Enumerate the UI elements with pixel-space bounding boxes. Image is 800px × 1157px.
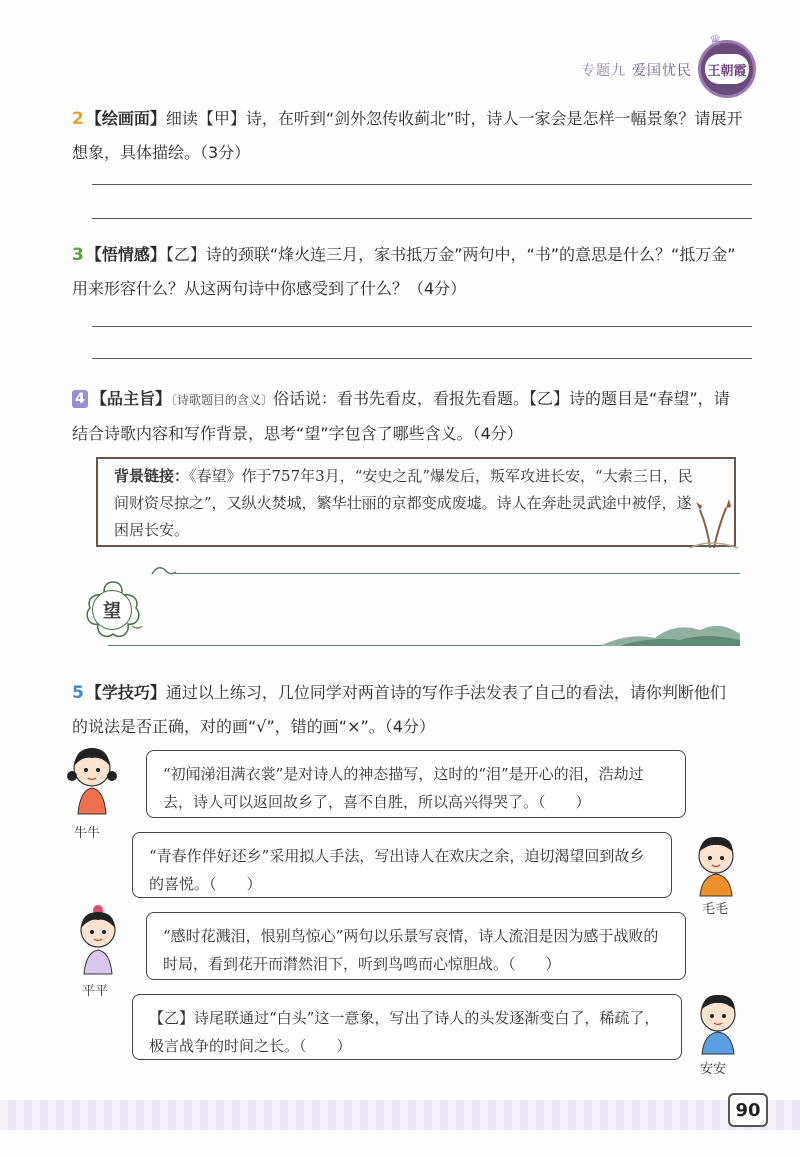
kid-niuniu-avatar [64, 742, 120, 818]
question-text-line1: 细读【甲】诗，在听到“剑外忽传收蓟北”时，诗人一家会是怎样一幅景象？请展开 [165, 109, 743, 128]
background-body: 《春望》作于757年3月，“安史之乱”爆发后，叛军攻进长安，“大索三日，民间财资尽掠之”，又纵火焚城，繁华壮丽的京都变成废墟。诗人在奔赴灵武途中被俘，遂困居长安。 [114, 467, 693, 539]
question-text-line2: 用来形容什么？从这两句诗中你感受到了什么？（4分） [72, 279, 467, 298]
kid-pingping-avatar [68, 902, 128, 978]
wang-character-badge: 望 [92, 590, 132, 630]
question-number: 3 [72, 245, 84, 265]
question-number: 2 [72, 109, 84, 129]
answer-line[interactable] [92, 326, 752, 327]
question-5 [72, 676, 752, 743]
speaker-name: 牛牛 [74, 826, 101, 841]
statement-bubble-4 [132, 994, 682, 1060]
question-tag: 【悟情感】 [85, 245, 166, 264]
speaker-name: 毛毛 [702, 902, 729, 917]
question-subtag: 〔诗歌题目的含义〕 [171, 393, 274, 407]
kid-anan-avatar [690, 990, 746, 1056]
question-number: 4 [72, 390, 88, 408]
statement-text: “初闻涕泪满衣裳”是对诗人的神态描写，这时的“泪”是开心的泪，浩劫过去，诗人可以返回故乡了，喜不自胜，所以高兴得哭了。（ ） [163, 765, 644, 811]
question-text-line1: 俗话说：看书先看皮，看报先看题。【乙】诗的题目是“春望”，请 [273, 389, 730, 408]
topic-number: 专题九 [581, 63, 626, 79]
question-3 [72, 238, 752, 305]
question-text-line2: 的说法是否正确，对的画“√”，错的画“×”。（4分） [72, 717, 435, 736]
question-text-line1: 通过以上练习，几位同学对两首诗的写作手法发表了自己的看法，请你判断他们 [165, 683, 726, 702]
reed-illustration [680, 490, 740, 550]
question-tag: 【绘画面】 [85, 109, 166, 128]
page-number: 90 [728, 1093, 768, 1127]
question-text-line2: 想象，具体描绘。（3分） [72, 143, 251, 162]
question-4 [72, 382, 752, 450]
question-tag: 【品主旨】 [91, 389, 172, 408]
kid-maomao-avatar [688, 832, 744, 898]
statement-bubble-1 [146, 750, 686, 818]
statement-bubble-3 [146, 912, 686, 980]
background-text [114, 463, 704, 544]
wang-answer-area[interactable] [174, 600, 734, 640]
background-label: 背景链接： [114, 467, 190, 485]
answer-line[interactable] [92, 218, 752, 219]
statement-text: 【乙】诗尾联通过“白头”这一意象，写出了诗人的头发逐渐变白了，稀疏了，极言战争的时间之长。（ ） [149, 1009, 660, 1055]
statement-text: “青春作伴好还乡”采用拟人手法，写出诗人在欢庆之余，迫切渴望回到故乡的喜悦。（ ） [149, 847, 645, 893]
statement-text: “感时花溅泪，恨别鸟惊心”两句以乐景写哀情，诗人流泪是因为感于战败的时局，看到花开而潸然泪下，听到鸟鸣而心惊胆战。（ ） [163, 927, 659, 973]
footer-band [0, 1100, 800, 1130]
question-2 [72, 102, 752, 169]
statement-bubble-2 [132, 832, 672, 898]
speaker-name: 安安 [700, 1062, 727, 1077]
answer-area-top-line [175, 573, 740, 574]
logo-text: 王朝霞 [705, 54, 749, 84]
page-header [581, 60, 692, 80]
brand-logo [698, 33, 756, 98]
swirl-icon [150, 562, 180, 582]
question-number: 5 [72, 683, 84, 703]
answer-line[interactable] [92, 184, 752, 185]
topic-title: 爱国忧民 [632, 63, 692, 79]
question-tag: 【学技巧】 [85, 683, 166, 702]
question-text-line1: 【乙】诗的颈联“烽火连三月，家书抵万金”两句中，“书”的意思是什么？“抵万金” [165, 245, 736, 264]
speaker-name: 平平 [82, 984, 109, 999]
answer-line[interactable] [92, 358, 752, 359]
question-text-line2: 结合诗歌内容和写作背景，思考“望”字包含了哪些含义。（4分） [72, 424, 523, 443]
crown-icon: ♛ [709, 33, 722, 49]
